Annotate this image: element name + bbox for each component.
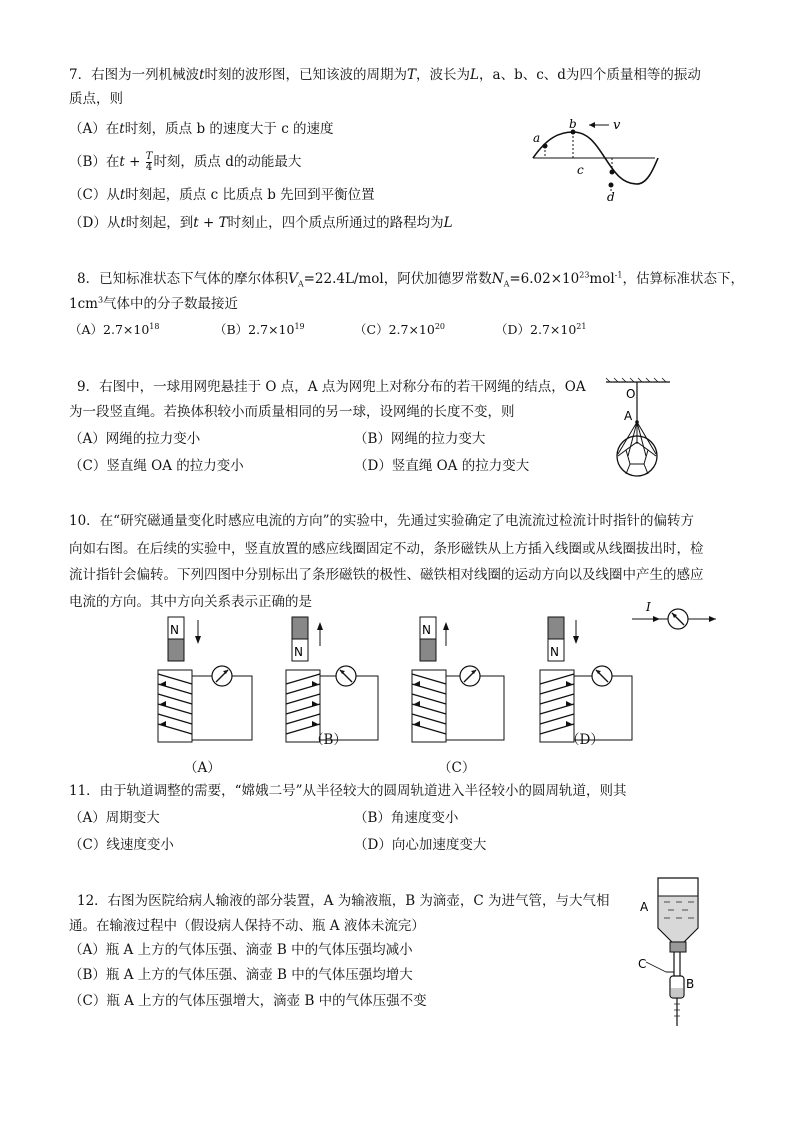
fraction-t-over-4: $\frac{T}{4}$ — [145, 151, 153, 173]
q9-stem-line1: 9．右图中，一球用网兜悬挂于 O 点，A 点为网兜上对称分布的若干网绳的结点，OA — [77, 379, 586, 395]
q7-option-a[interactable]: （A）在t时刻，质点 b 的速度大于 c 的速度 — [69, 121, 334, 137]
q12-option-b[interactable]: （B）瓶 A 上方的气体压强、滴壶 B 中的气体压强均增大 — [69, 967, 413, 983]
q12-stem-line1: 12．右图为医院给病人输液的部分装置，A 为输液瓶，B 为滴壶，C 为进气管，与大气相 — [77, 893, 610, 909]
q8-option-c[interactable]: $(C)2.7\times 10^{20}$ — [354, 321, 446, 337]
q10-figure-b — [268, 614, 398, 749]
q10-figure-c — [394, 614, 524, 749]
motion-down-arrow-icon — [573, 636, 579, 644]
q10-figure-a-label: （A） — [184, 760, 221, 776]
q7-stem-line1: 7．右图为一列机械波t时刻的波形图，已知该波的周期为T，波长为L，a、b、c、d为四个质量相等的振动 — [69, 67, 701, 83]
magnet-pole-label: N — [550, 645, 559, 659]
q10-figure-d — [522, 614, 652, 749]
q10-figure-a — [140, 614, 270, 749]
point-o-label: O — [626, 387, 636, 401]
q10-figure-d-label: （D） — [566, 732, 604, 748]
q9-net-ball-figure — [604, 378, 674, 488]
point-d-label: d — [607, 190, 615, 204]
motion-up-arrow-icon — [317, 622, 323, 630]
q10-stem-line1: 10．在“研究磁通量变化时感应电流的方向”的实验中，先通过实验确定了电流流过检流计时指针的偏转方 — [69, 513, 694, 529]
point-a-label: A — [624, 409, 633, 423]
q9-option-b[interactable]: （B）网绳的拉力变大 — [354, 431, 486, 447]
q9-stem-line2: 为一段竖直绳。若换体积较小而质量相同的另一球，设网绳的长度不变，则 — [69, 404, 515, 420]
q7-option-c[interactable]: （C）从t时刻起，质点 c 比质点 b 先回到平衡位置 — [69, 187, 375, 203]
q9-option-a[interactable]: （A）网绳的拉力变小 — [69, 431, 201, 447]
q10-stem-line3: 流计指针会偏转。下列四图中分别标出了条形磁铁的极性、磁铁相对线圈的运动方向以及线圈中产生的感应 — [69, 567, 704, 583]
q8-stem-line2: $1cm^3$气体中的分子数最接近 — [69, 295, 239, 312]
magnet-pole-label: N — [422, 623, 431, 637]
velocity-label: v — [613, 118, 621, 133]
q8-option-a[interactable]: $(A)2.7\times 10^{18}$ — [69, 321, 160, 337]
current-label: I — [646, 600, 651, 614]
q11-option-c[interactable]: （C）线速度变小 — [69, 837, 174, 853]
point-b-label: b — [569, 117, 577, 131]
q7-option-d[interactable]: （D）从t时刻起，到t + T时刻止，四个质点所通过的路程均为L — [69, 215, 453, 231]
q9-option-d[interactable]: （D）竖直绳 OA 的拉力变大 — [354, 458, 530, 474]
q11-option-d[interactable]: （D）向心加速度变大 — [354, 837, 487, 853]
q10-stem-line4: 电流的方向。其中方向关系表示正确的是 — [69, 594, 312, 610]
q7-option-b[interactable]: （B）在t + $\frac{T}{4}$ 时刻，质点 d的动能最大 — [69, 151, 302, 173]
q11-option-b[interactable]: （B）角速度变小 — [354, 810, 459, 826]
q10-stem-line2: 向如右图。在后续的实验中，竖直放置的感应线圈固定不动，条形磁铁从上方插入线圈或从线圈拔出时，检 — [69, 541, 704, 557]
motion-down-arrow-icon — [195, 636, 201, 644]
q12-stem-line2: 通。在输液过程中（假设病人保持不动、瓶 A 液体未流完） — [69, 918, 425, 934]
q7-wave-figure — [525, 108, 665, 203]
q11-option-a[interactable]: （A）周期变大 — [69, 810, 160, 826]
magnet-pole-label: N — [294, 645, 303, 659]
q12-infusion-figure — [636, 876, 726, 1031]
q10-figure-b-label: （B） — [310, 732, 347, 748]
q7-stem-line2: 质点，则 — [69, 91, 123, 107]
q9-option-c[interactable]: （C）竖直绳 OA 的拉力变小 — [69, 458, 244, 474]
magnet-pole-label: N — [170, 623, 179, 637]
point-a-label: a — [533, 131, 541, 145]
q12-option-c[interactable]: （C）瓶 A 上方的气体压强增大，滴壶 B 中的气体压强不变 — [69, 993, 427, 1009]
q8-stem-line1: 8．已知标准状态下气体的摩尔体积$V_A=22.4L$/mol，阿伏加德罗常数$N_A=6.02\times 10^{23}mol^{-1}$，估算标准状态下， — [77, 270, 744, 289]
point-c-label: c — [577, 163, 584, 177]
q8-option-d[interactable]: $(D)2.7\times 10^{21}$ — [495, 321, 587, 337]
velocity-arrow-icon — [589, 122, 595, 128]
bottle-a-label: A — [640, 900, 649, 914]
q8-option-b[interactable]: $(B)2.7\times 10^{19}$ — [214, 321, 305, 337]
air-tube-c-label: C — [638, 957, 647, 971]
drip-chamber-b-label: B — [686, 977, 695, 991]
q11-stem: 11．由于轨道调整的需要，“嫦娥二号”从半径较大的圆周轨道进入半径较小的圆周轨道，则其 — [69, 783, 627, 799]
q10-figure-c-label: （C） — [438, 760, 476, 776]
q12-option-a[interactable]: （A）瓶 A 上方的气体压强、滴壶 B 中的气体压强均减小 — [69, 942, 413, 958]
motion-up-arrow-icon — [443, 622, 449, 630]
